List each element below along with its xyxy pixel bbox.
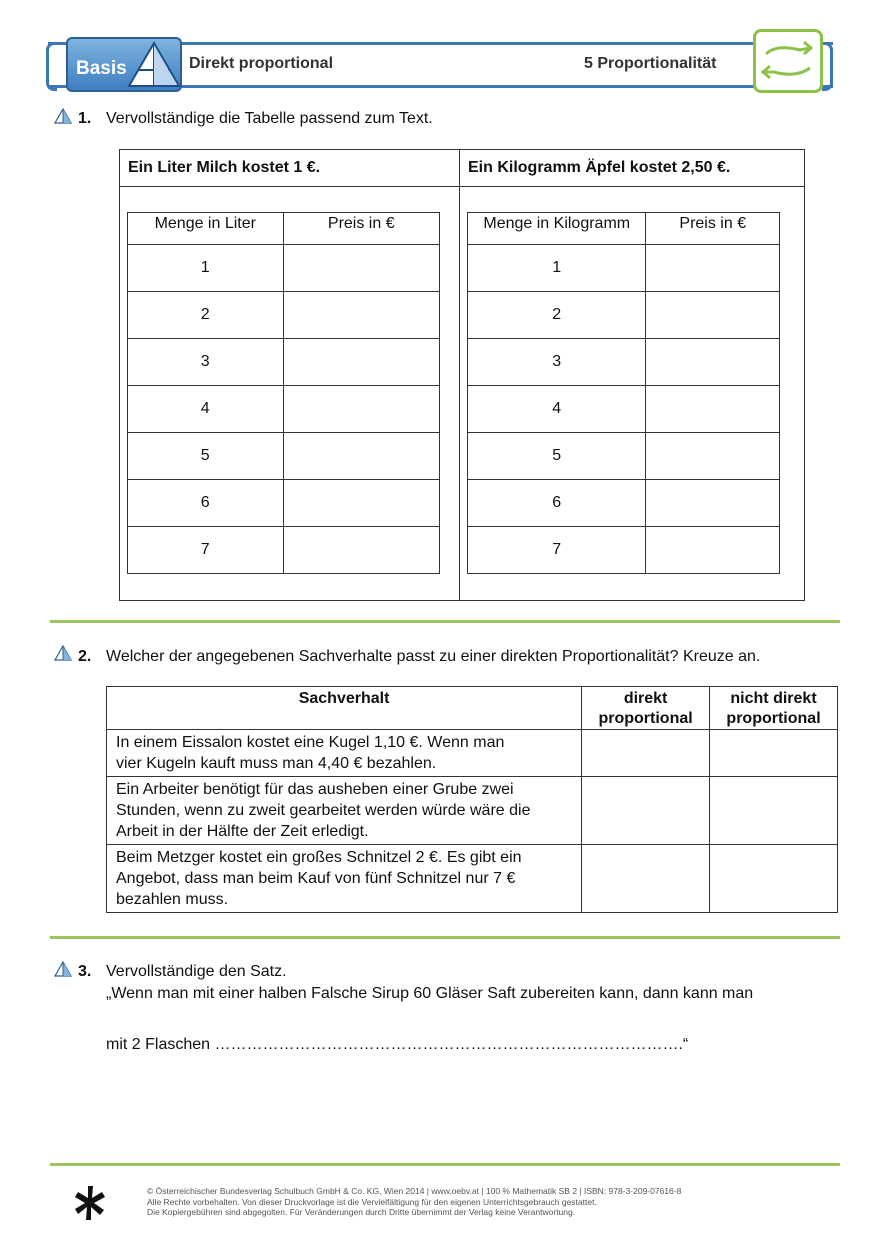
table-row [128, 527, 440, 574]
table-row [468, 339, 780, 386]
price-input-cell[interactable] [283, 292, 439, 339]
col-header-price: Preis in € [283, 213, 439, 245]
task1-left-heading: Ein Liter Milch kostet 1 €. [128, 159, 321, 176]
table-row [107, 730, 838, 777]
price-input-cell[interactable] [283, 433, 439, 480]
table-header-row [128, 213, 440, 245]
situation-line: Beim Metzger kostet ein großes Schnitzel 2 €. Es gibt ein [116, 849, 522, 866]
task3-instruction: Vervollständige den Satz. [106, 963, 287, 980]
situation-line: bezahlen muss. [116, 891, 229, 908]
quantity-cell: 1 [468, 245, 646, 292]
footer-separator [50, 1163, 840, 1166]
table-row [107, 845, 838, 913]
table-row [128, 433, 440, 480]
quantity-cell: 3 [468, 339, 646, 386]
price-input-cell[interactable] [283, 339, 439, 386]
table-row [128, 292, 440, 339]
page-title: Direkt proportional [189, 55, 334, 72]
situation-line: Ein Arbeiter benötigt für das ausheben einer Grube zwei [116, 781, 514, 798]
situation-line: vier Kugeln kauft muss man 4,40 € bezahlen. [116, 755, 437, 772]
col-header-price: Preis in € [646, 213, 780, 245]
direct-checkbox-cell[interactable] [582, 845, 710, 913]
table-row [468, 433, 780, 480]
price-input-cell[interactable] [646, 292, 780, 339]
task-triangle-icon [54, 961, 72, 977]
situation-line: Angebot, dass man beim Kauf von fünf Schnitzel nur 7 € [116, 870, 516, 887]
not-direct-checkbox-cell[interactable] [710, 845, 838, 913]
header-bracket-left [46, 42, 57, 91]
arrows-icon [756, 32, 820, 90]
quantity-cell: 2 [128, 292, 284, 339]
section-separator [50, 936, 840, 939]
table-header-row [468, 213, 780, 245]
not-direct-checkbox-cell[interactable] [710, 777, 838, 845]
situation-cell [107, 777, 582, 845]
header-bracket-right [822, 42, 833, 91]
quantity-cell: 5 [128, 433, 284, 480]
quantity-cell: 1 [128, 245, 284, 292]
situation-cell [107, 845, 582, 913]
col-header-direct [582, 687, 710, 730]
situation-line: Arbeit in der Hälfte der Zeit erledigt. [116, 823, 369, 840]
col-header-direct-line2: proportional [598, 710, 693, 727]
col-header-situation: Sachverhalt [107, 687, 582, 730]
footer-copyright [147, 1186, 681, 1218]
situation-cell [107, 730, 582, 777]
col-header-quantity: Menge in Kilogramm [468, 213, 646, 245]
footer-line: © Österreichischer Bundesverlag Schulbuch GmbH & Co. KG, Wien 2014 | www.oebv.at | 100 % Mathematik SB 2 | ISBN: 978-3-209-07616-8 [147, 1186, 682, 1196]
task-triangle-icon [54, 645, 72, 661]
situation-table [106, 686, 838, 913]
price-input-cell[interactable] [283, 480, 439, 527]
quantity-cell: 7 [128, 527, 284, 574]
task3-number: 3. [78, 963, 92, 980]
direct-checkbox-cell[interactable] [582, 777, 710, 845]
table-row [468, 386, 780, 433]
price-input-cell[interactable] [646, 339, 780, 386]
task1-instruction: Vervollständige die Tabelle passend zum Text. [106, 110, 433, 127]
situation-line: In einem Eissalon kostet eine Kugel 1,10 €. Wenn man [116, 734, 505, 751]
table-row [468, 480, 780, 527]
table-row [128, 386, 440, 433]
price-input-cell[interactable] [283, 527, 439, 574]
quantity-cell: 5 [468, 433, 646, 480]
proportion-logo [753, 29, 823, 93]
section-separator [50, 620, 840, 623]
task2-instruction: Welcher der angegebenen Sachverhalte passt zu einer direkten Proportionalität? Kreuze an. [106, 648, 761, 665]
oebv-star-icon [72, 1184, 108, 1222]
col-header-not-direct-line2: proportional [726, 710, 821, 727]
quantity-cell: 6 [128, 480, 284, 527]
quantity-cell: 6 [468, 480, 646, 527]
table-row [128, 339, 440, 386]
task2-number: 2. [78, 648, 92, 665]
col-header-not-direct [710, 687, 838, 730]
task1-header-rule [119, 186, 805, 187]
table-row [128, 245, 440, 292]
apples-table [467, 212, 780, 574]
quantity-cell: 2 [468, 292, 646, 339]
price-input-cell[interactable] [646, 433, 780, 480]
price-input-cell[interactable] [646, 527, 780, 574]
quantity-cell: 7 [468, 527, 646, 574]
chapter-title: 5 Proportionalität [584, 55, 717, 72]
table-row [107, 777, 838, 845]
col-header-not-direct-line1: nicht direkt [730, 690, 817, 707]
not-direct-checkbox-cell[interactable] [710, 730, 838, 777]
table-row [468, 245, 780, 292]
task1-number: 1. [78, 110, 92, 127]
table-row [468, 292, 780, 339]
price-input-cell[interactable] [646, 480, 780, 527]
direct-checkbox-cell[interactable] [582, 730, 710, 777]
price-input-cell[interactable] [646, 245, 780, 292]
table-row [468, 527, 780, 574]
milk-table [127, 212, 440, 574]
quantity-cell: 3 [128, 339, 284, 386]
basis-label: Basis [76, 58, 127, 79]
price-input-cell[interactable] [283, 245, 439, 292]
quantity-cell: 4 [468, 386, 646, 433]
triangle-logo-icon [126, 40, 182, 90]
price-input-cell[interactable] [646, 386, 780, 433]
col-header-direct-line1: direkt [623, 690, 668, 707]
table-row [128, 480, 440, 527]
col-header-quantity: Menge in Liter [128, 213, 284, 245]
task3-sentence-line1: „Wenn man mit einer halben Falsche Sirup 60 Gläser Saft zubereiten kann, dann kann man [106, 985, 754, 1002]
situation-line: Stunden, wenn zu zweit gearbeitet werden würde wäre die [116, 802, 531, 819]
price-input-cell[interactable] [283, 386, 439, 433]
footer-line: Die Kopiergebühren sind abgegolten. Für Veränderungen durch Dritte übernimmt der Verlag keine Verantwortung. [147, 1207, 576, 1217]
task3-sentence-line2[interactable]: mit 2 Flaschen …………………………………………………………………………….“ [106, 1036, 689, 1053]
task1-divider [459, 149, 460, 601]
footer-line: Alle Rechte vorbehalten. Von dieser Druckvorlage ist die Vervielfältigung für den eigenen Unterrichtsgebrauch gestattet. [147, 1196, 597, 1207]
table-header-row [107, 687, 838, 730]
task-triangle-icon [54, 108, 72, 124]
task1-right-heading: Ein Kilogramm Äpfel kostet 2,50 €. [468, 159, 731, 176]
quantity-cell: 4 [128, 386, 284, 433]
